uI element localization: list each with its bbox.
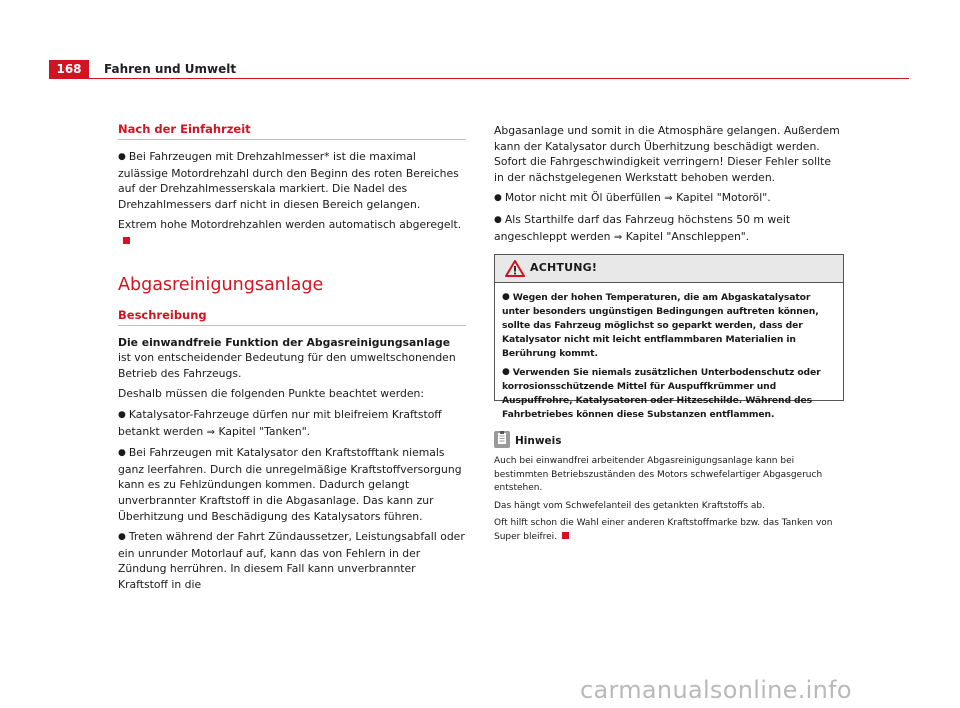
chapter-title: Abgasreinigungsanlage (118, 274, 324, 295)
chapter-reference-link[interactable]: Kapitel "Anschleppen". (625, 229, 750, 243)
page-header (49, 60, 909, 79)
bullet-item (494, 212, 844, 245)
warning-item (502, 365, 837, 422)
watermark: carmanualsonline.info (580, 676, 852, 704)
bullet-icon: ● (118, 532, 126, 543)
warning-item (502, 290, 837, 361)
bullet-icon: ● (494, 193, 502, 204)
bullet-item (494, 190, 844, 207)
end-of-section-icon (562, 532, 569, 539)
left-column (118, 122, 466, 597)
paragraph: Abgasanlage und somit in die Atmosphäre gelangen. Außerdem kann der Katalysator durch Überhitzung beschädigt werden. Sofort die Fahrgeschwindigkeit verringern! Dieser Fehler sollte in der nächstgelegenen Werkstatt behoben werden. (494, 124, 840, 184)
warning-body (495, 283, 843, 422)
paragraph (118, 335, 466, 382)
bullet-icon: ● (118, 448, 126, 459)
bullet-text: Treten während der Fahrt Zündaussetzer, Leistungsabfall oder ein unrunder Motorlauf auf, kann das von Fehlern in der Zündung herrühren. In diesem Fall kann unverbrannter Kraftstoff in die (118, 530, 465, 591)
bullet-item (118, 445, 466, 524)
running-title: Fahren und Umwelt (104, 62, 237, 76)
reference-arrow-icon: ⇒ (664, 193, 673, 205)
paragraph-text: Extrem hohe Motordrehzahlen werden automatisch abgeregelt. (118, 218, 462, 232)
section-heading-nach-der-einfahrzeit: Nach der Einfahrzeit (118, 122, 466, 140)
reference-arrow-icon: ⇒ (206, 426, 215, 438)
chapter-reference-link[interactable]: Kapitel "Motoröl". (676, 191, 771, 205)
bullet-item (118, 529, 466, 592)
note-header (494, 431, 844, 451)
end-of-section-icon (123, 237, 130, 244)
warning-box (494, 254, 844, 420)
bullet-icon: ● (118, 409, 126, 420)
bullet-icon: ● (502, 292, 510, 302)
bullet-item (118, 149, 466, 212)
paragraph (118, 217, 466, 248)
bullet-icon: ● (118, 152, 126, 162)
bullet-text: Motor nicht mit Öl überfüllen (504, 191, 665, 205)
bullet-item (118, 407, 466, 440)
warning-header (495, 255, 843, 283)
note-section (494, 431, 844, 548)
bullet-text: Bei Fahrzeugen mit Katalysator den Kraftstofftank niemals ganz leerfahren. Durch die unregelmäßige Kraftstoffversorgung kann es zu Fehlzündungen kommen. Dadurch gelangt unverbrannter Kraftstoff in die Abgasanlage. Das kann zur Überhitzung und Beschädigung des Katalysators führen. (118, 446, 462, 523)
note-text: Oft hilft schon die Wahl einer anderen Kraftstoffmarke bzw. das Tanken von Super bleifrei. (494, 518, 833, 542)
chapter-reference-link[interactable]: Kapitel "Tanken". (218, 424, 311, 438)
warning-text: Wegen der hohen Temperaturen, die am Abgaskatalysator unter besonders ungünstigen Bedingungen auftreten können, sollte das Fahrzeug möglichst so geparkt werden, dass der Katalysator nicht mit leicht entflammbaren Materialien in Berührung kommt. (502, 292, 819, 359)
right-column (494, 123, 844, 250)
section-heading-beschreibung: Beschreibung (118, 308, 466, 326)
page-number: 168 (49, 60, 89, 78)
lead-bold-text: Die einwandfreie Funktion der Abgasreinigungsanlage (118, 335, 451, 349)
note-title: Hinweis (515, 435, 562, 447)
bullet-icon: ● (494, 214, 502, 225)
note-paragraph: Das hängt vom Schwefelanteil des getankten Kraftstoffs ab. (494, 500, 765, 511)
paragraph: Deshalb müssen die folgenden Punkte beachtet werden: (118, 387, 424, 401)
note-paragraph: Auch bei einwandfrei arbeitender Abgasreinigungsanlage kann bei bestimmten Betriebszuständen des Motors schwefelartiger Abgasgeruch entstehen. (494, 456, 823, 493)
bullet-text: Als Starthilfe darf das Fahrzeug höchstens 50 m weit angeschleppt werden (494, 212, 791, 243)
note-paragraph (494, 517, 844, 544)
reference-arrow-icon: ⇒ (613, 231, 623, 243)
warning-triangle-icon (505, 260, 525, 277)
bullet-text: Katalysator-Fahrzeuge dürfen nur mit bleifreiem Kraftstoff betankt werden (118, 407, 442, 438)
warning-title: ACHTUNG! (530, 261, 598, 274)
bullet-icon: ● (502, 367, 510, 377)
lead-rest-text: ist von entscheidender Bedeutung für den umweltschonenden Betrieb des Fahrzeugs. (118, 351, 456, 380)
bullet-text: Bei Fahrzeugen mit Drehzahlmesser* ist die maximal zulässige Motordrehzahl durch den Beginn des roten Bereiches auf der Drehzahlmesserskala markiert. Die Nadel des Drehzahlmessers darf nicht in diesen Bereich gelangen. (118, 150, 459, 211)
note-icon (494, 431, 510, 448)
warning-text: Verwenden Sie niemals zusätzlichen Unterbodenschutz oder korrosionsschützende Mittel für Auspuffkrümmer und Auspuffrohre, Katalysatoren oder Hitzeschilde. Während des Fahrbetriebes können diese Substanzen entflammen. (502, 367, 821, 420)
